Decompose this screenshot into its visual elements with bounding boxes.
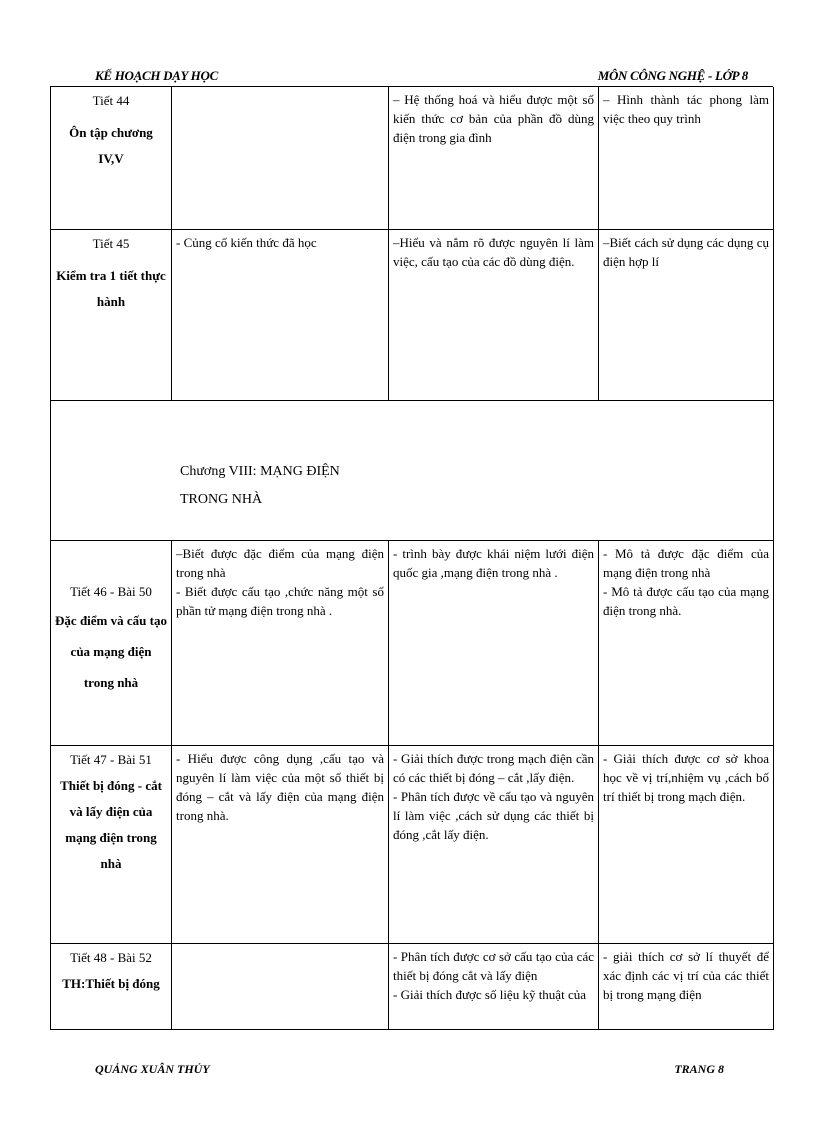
header-left: KẾ HOẠCH DẠY HỌC xyxy=(95,68,218,83)
knowledge-cell xyxy=(172,540,389,745)
attitude-cell xyxy=(599,745,774,943)
cell-line: - Phân tích được về cấu tạo và nguyên lí làm việc ,cách sử dụng các thiết bị đóng ,cắt lấy điện. xyxy=(393,788,594,842)
lesson-name: Kiểm tra 1 tiết thực hành xyxy=(56,267,166,309)
cell-line: - Mô tả được cấu tạo của mạng điện trong nhà. xyxy=(603,583,769,618)
table-row xyxy=(51,943,774,1029)
header-right: MÔN CÔNG NGHỆ - LỚP 8 xyxy=(597,68,748,83)
knowledge-cell xyxy=(172,745,389,943)
lesson-cell xyxy=(51,87,172,229)
cell-line: –Biết cách sử dụng các dụng cụ điện hợp lí xyxy=(603,234,769,269)
knowledge-cell xyxy=(172,943,389,1029)
table-row xyxy=(51,745,774,943)
lesson-number: Tiết 45 xyxy=(92,235,130,251)
table-row xyxy=(51,87,774,229)
table-row xyxy=(51,229,774,400)
lesson-name: Ôn tập chương IV,V xyxy=(69,125,153,166)
attitude-cell xyxy=(599,540,774,745)
cell-line: - trình bày được khái niệm lưới điện quốc gia ,mạng điện trong nhà . xyxy=(393,545,594,580)
lesson-name: Thiết bị đóng - cắt và lấy điện của mạng điện trong nhà xyxy=(60,777,162,871)
chapter-row xyxy=(51,400,774,540)
cell-line: –Biết được đặc điểm của mạng điện trong nhà xyxy=(176,545,384,580)
knowledge-cell xyxy=(172,87,389,229)
table-row xyxy=(51,540,774,745)
lesson-number: Tiết 44 xyxy=(92,93,130,108)
cell-line: - Hiểu được công dụng ,cấu tạo và nguyên lí làm việc của một số thiết bị đóng – cắt và lấy điện của mạng điện trong nhà. xyxy=(176,750,384,823)
skill-cell xyxy=(389,87,599,229)
lesson-name: Đặc điểm và cấu tạo của mạng điện trong nhà xyxy=(55,612,167,690)
chapter-cell xyxy=(51,400,774,540)
lesson-cell xyxy=(51,229,172,400)
footer-page-number: TRANG 8 xyxy=(674,1062,724,1076)
cell-line: - Giải thích được trong mạch điện cần có các thiết bị đóng – cắt ,lấy điện. xyxy=(393,750,594,785)
lesson-number: Tiết 46 - Bài 50 xyxy=(70,583,152,599)
attitude-cell xyxy=(599,87,774,229)
attitude-cell xyxy=(599,229,774,400)
knowledge-cell xyxy=(172,229,389,400)
cell-line: - Giải thích được cơ sở khoa học về vị trí,nhiệm vụ ,cách bố trí thiết bị trong mạch điện. xyxy=(603,750,769,804)
skill-cell xyxy=(389,229,599,400)
cell-line: – Hình thành tác phong làm việc theo quy trình xyxy=(603,92,769,126)
lesson-cell xyxy=(51,540,172,745)
lesson-cell xyxy=(51,943,172,1029)
cell-line: - Củng cố kiến thức đã học xyxy=(176,234,317,250)
lesson-name: TH:Thiết bị đóng xyxy=(62,975,160,991)
cell-line: – Hệ thống hoá và hiểu được một số kiến thức cơ bản của phần đồ dùng điện trong gia đình xyxy=(393,92,594,145)
cell-line: - Giải thích được số liệu kỹ thuật của xyxy=(393,986,586,1002)
lesson-number: Tiết 47 - Bài 51 xyxy=(70,751,152,767)
cell-line: - giải thích cơ sở lí thuyết để xác định các vị trí của các thiết bị trong mạng điện xyxy=(603,948,769,1002)
skill-cell xyxy=(389,540,599,745)
cell-line: - Mô tả được đặc điểm của mạng điện trong nhà xyxy=(603,545,769,580)
chapter-title: Chương VIII: MẠNG ĐIỆN TRONG NHÀ xyxy=(180,463,340,507)
cell-line: –Hiểu và nắm rõ được nguyên lí làm việc, cấu tạo của các đồ dùng điện. xyxy=(393,234,594,269)
lesson-cell xyxy=(51,745,172,943)
cell-line: - Biết được cấu tạo ,chức năng một số phần tử mạng điện trong nhà . xyxy=(176,583,384,618)
footer-author: QUẢNG XUÂN THỦY xyxy=(95,1062,210,1076)
lesson-number: Tiết 48 - Bài 52 xyxy=(70,949,152,965)
skill-cell xyxy=(389,943,599,1029)
lesson-plan-table xyxy=(50,87,774,1030)
attitude-cell xyxy=(599,943,774,1029)
skill-cell xyxy=(389,745,599,943)
cell-line: - Phân tích được cơ sở cấu tạo của các thiết bị đóng cắt và lấy điện xyxy=(393,948,594,983)
